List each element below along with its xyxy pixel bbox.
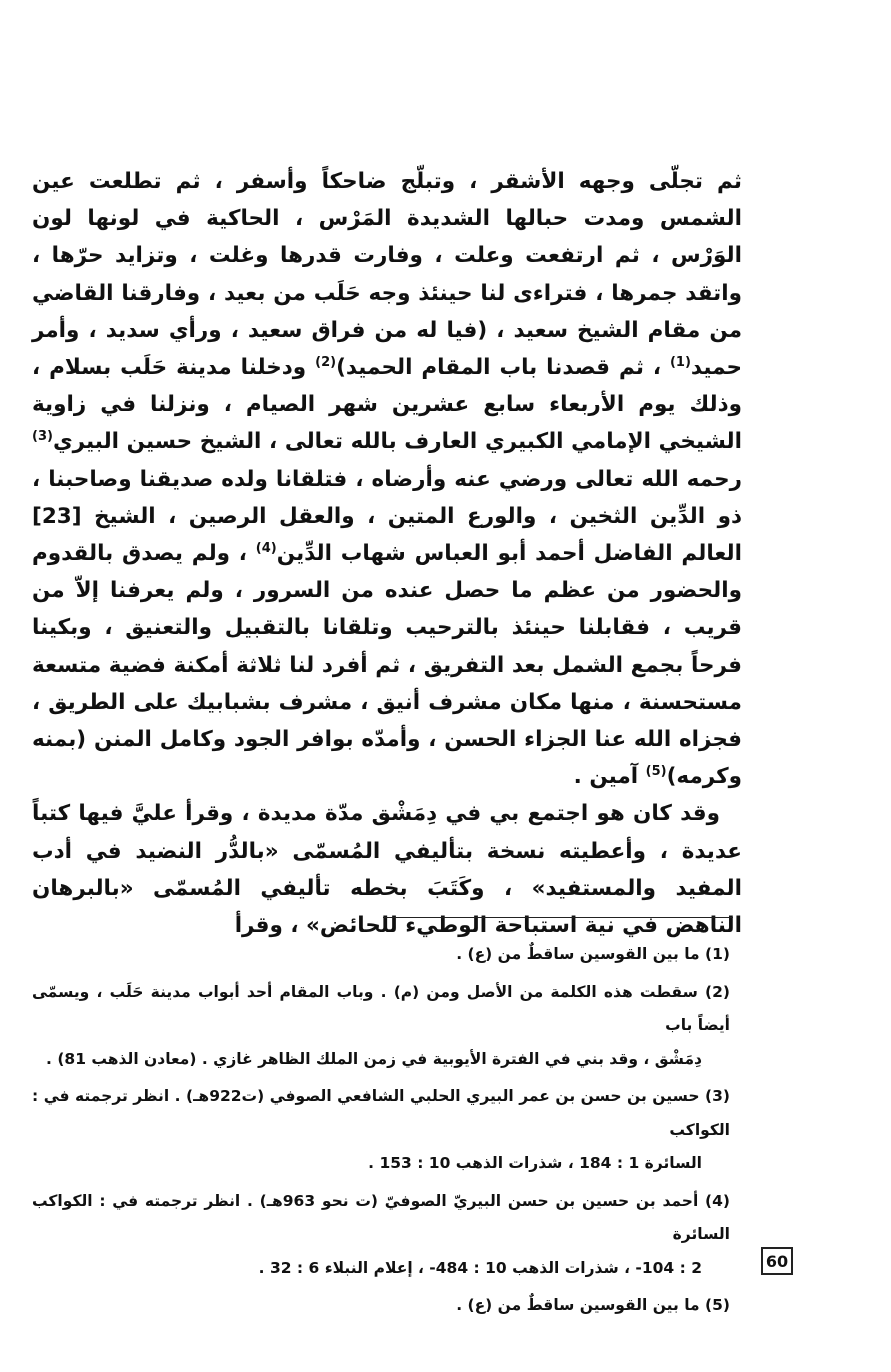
line: الأربعاء سابع عشرين شهر الصيام ، ونزلنا في زاوية الشيخي الإمامي الكبيري — [32, 392, 742, 455]
line: وفارقنا القاضي من مقام الشيخ سعيد ، (فيا له من فراق سعيد ، ورأي سديد ، وأمر — [32, 280, 742, 343]
line: ثم تجلّى وجهه الأشقر ، وتبلّج ضاحكاً وأسفر ، ثم تطلعت عين الشمس ومدت — [32, 169, 743, 232]
main-text — [32, 163, 742, 944]
footnote-continuation: دِمَشْق ، وقد بني في الفترة الأيوبية في زمن الملك الظاهر غازي . (معادن الذهب 81) . — [46, 1049, 702, 1068]
line-segment: الشيخ [23] العالم الفاضل أحمد أبو العباس شهاب الدِّين — [32, 503, 743, 567]
footnote-4 — [32, 1185, 730, 1286]
footnote-text: (4) أحمد بن حسين بن حسن البيريّ الصوفيّ (ت نحو 963هـ) . انظر ترجمته في : الكواكب السائرة — [32, 1191, 731, 1243]
footnote-continuation: 2 : 104- ، شذرات الذهب 10 : 484- ، إعلام النبلاء 6 : 32 . — [258, 1258, 702, 1277]
footnote-text: (3) حسين بن حسن بن عمر البيري الحلبي الشافعي الصوفي (ت922هـ) . انظر ترجمته في : الكواكب — [32, 1087, 731, 1139]
footnote-1 — [32, 938, 730, 972]
line: وأعطيته نسخة بتأليفي المُسمّى «بالدُّر النضيد في أدب المفيد والمستفيد» ، وكَتَبَ — [32, 838, 742, 901]
page-number: 60 — [761, 1247, 793, 1275]
footnote-ref-5[interactable]: (5) — [645, 764, 667, 780]
paragraph-2 — [32, 795, 742, 944]
line: ثم أفرد لنا ثلاثة أمكنة فضية متسعة مستحسنة ، منها مكان مشرف أنيق ، مشرف — [32, 652, 742, 715]
line: فتلقانا ولده صديقنا وصاحبنا ، ذو الدِّين الثخين ، والورع المتين ، والعقل الرصين ، — [32, 466, 742, 529]
footnote-ref-1[interactable]: (1) — [669, 354, 691, 370]
line: وقد كان هو اجتمع بي في دِمَشْق مدّة مديدة ، وقرأ عليَّ فيها كتباً عديدة ، — [32, 801, 742, 864]
line-segment: ، ثم قصدنا باب المقام الحميد) — [336, 355, 670, 381]
line: حينئذ بالترحيب وتلقانا بالتقبيل والتعنيق ، وبكينا فرحاً بجمع الشمل بعد التفريق ، — [32, 615, 742, 678]
footnote-divider — [383, 917, 733, 918]
footnote-3 — [32, 1080, 730, 1181]
line: بشبابيك على الطريق ، فجزاه الله عنا الجزاء الحسن ، وأمدّه بوافر الجود وكامل المنن — [32, 689, 742, 753]
line: حبالها الشديدة المَرْس ، الحاكية في لونها لون الوَرْس ، ثم ارتفعت وعلت ، وفارت — [32, 206, 742, 269]
line-segment: ودخلنا مدينة حَلَب بسلام ، وذلك يوم — [32, 355, 742, 418]
line: قدرها وغلت ، وتزايد حرّها ، واتقد جمرها ، فتراءى لنا حينئذ وجه حَلَب من بعيد ، — [32, 243, 742, 306]
line: والحضور من عظم ما حصل عنده من السرور ، ولم يعرفنا إلاّ من قريب ، فقابلنا — [32, 578, 743, 641]
line-segment: (بمنه وكرمه) — [32, 727, 742, 790]
footnote-text: (5) ما بين القوسين ساقطٌ من (ع) . — [456, 1296, 730, 1314]
footnote-ref-2[interactable]: (2) — [315, 354, 337, 370]
line: بخطه تأليفي المُسمّى «بالبرهان الناهض في نية استباحة الوطيء للحائض» ، وقرأ — [32, 875, 742, 939]
line-segment: آمين . — [573, 764, 646, 790]
footnote-ref-3[interactable]: (3) — [32, 429, 53, 445]
line-segment: العارف بالله تعالى ، الشيخ حسين البيري — [52, 429, 478, 455]
footnote-text: (1) ما بين القوسين ساقطٌ من (ع) . — [456, 945, 730, 963]
footnote-continuation: السائرة 1 : 184 ، شذرات الذهب 10 : 153 . — [368, 1154, 702, 1172]
line-segment: ، ولم يصدق بالقدوم — [32, 541, 256, 567]
footnote-ref-4[interactable]: (4) — [255, 540, 277, 556]
paragraph-1 — [32, 163, 742, 795]
footnote-2 — [32, 976, 730, 1077]
footnotes — [32, 938, 730, 1327]
line-segment: حميد — [690, 355, 743, 381]
footnote-5 — [32, 1289, 730, 1323]
line-segment: رحمه الله تعالى ورضي عنه وأرضاه ، — [355, 466, 742, 492]
footnote-text: (2) سقطت هذه الكلمة من الأصل ومن (م) . وباب المقام أحد أبواب مدينة حَلَب ، ويسمّى أيضاً باب — [32, 982, 730, 1034]
